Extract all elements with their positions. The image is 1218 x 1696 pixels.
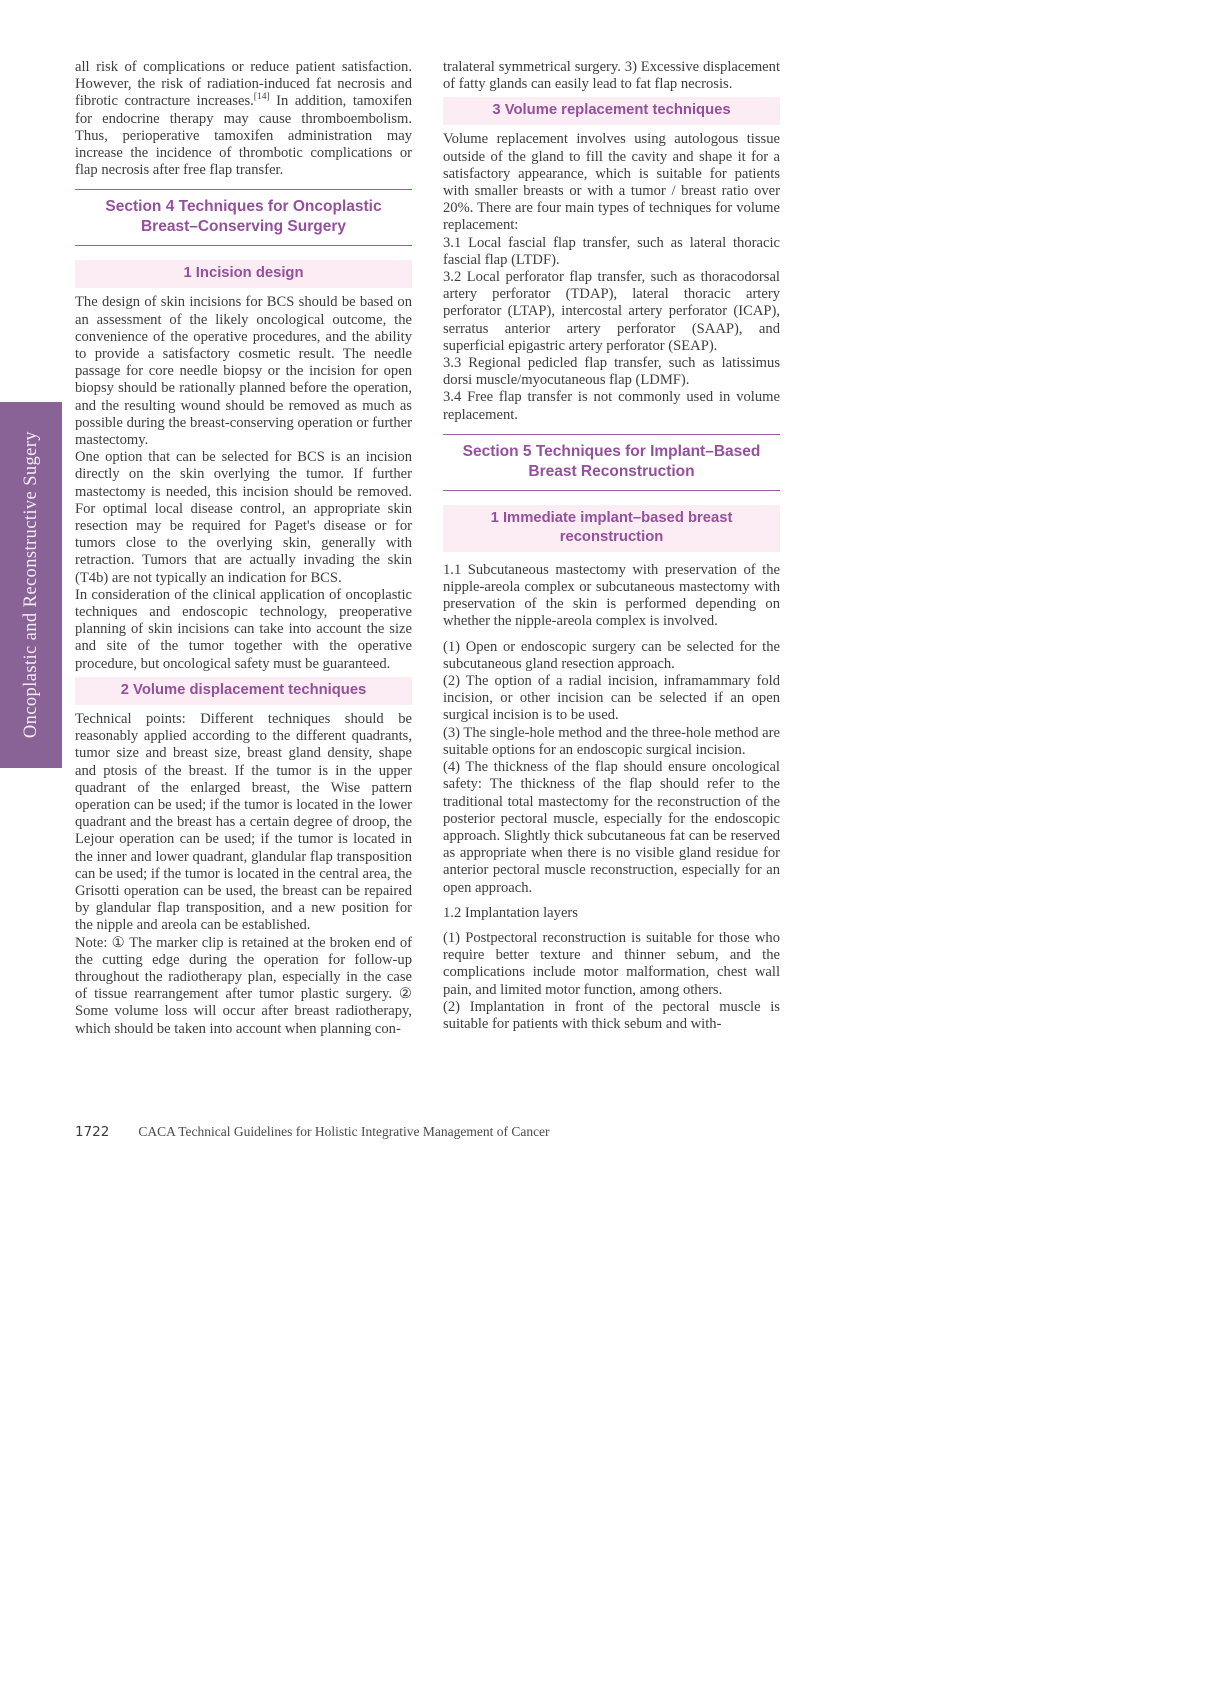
paragraph-note: Note: ① The marker clip is retained at the broken end of the cutting edge during the operation for follow-up throughout the radiotherapy plan, especially in the case of tissue rearrangement after tumor plastic surgery. ② Some volume loss will occur after breast radiotherapy, which should be taken into account when planning con- (75, 934, 412, 1037)
right-column (443, 59, 780, 1033)
list-item-3-2: 3.2 Local perforator flap transfer, such as thoracodorsal artery perforator (TDAP), lateral thoracic artery perforator (LTAP), intercostal artery perforator (ICAP), serratus anterior artery perforator (SAAP), and superficial epigastric artery perforator (SEAP). (443, 269, 780, 354)
subsection-incision-design-label: 1 Incision design (183, 265, 304, 282)
subsection-immediate-implant-line2: reconstruction (559, 528, 664, 545)
paragraph-intro-pre: all risk of complications or reduce patient satisfaction. However, the risk of radiation-induced fat necrosis and fibrotic contracture increases. (75, 59, 412, 110)
running-title: CACA Technical Guidelines for Holistic Integrative Management of Cancer (138, 1124, 550, 1139)
chapter-banner (0, 402, 62, 768)
list-item-3-3: 3.3 Regional pedicled flap transfer, such as latissimus dorsi muscle/myocutaneous flap (LDMF). (443, 355, 780, 389)
list-item-postpectoral: (1) Postpectoral reconstruction is suitable for those who require better texture and thinner sebum, and the complications include motor malformation, chest wall pain, and limited motor function, among others. (443, 929, 780, 998)
paragraph-incision-design: The design of skin incisions for BCS should be based on an assessment of the likely oncological outcome, the convenience of the operative procedures, and the ability to provide a satisfactory cosmetic result. The needle passage for core needle biopsy or the incision for open biopsy should be rationally planned before the operation, and the resulting wound should be removed as much as possible during the breast-conserving operation or further mastectomy. (75, 294, 412, 449)
paragraph-intro (75, 59, 412, 179)
list-item-1: (1) Open or endoscopic surgery can be selected for the subcutaneous gland resection approach. (443, 638, 780, 672)
paragraph-contralateral: tralateral symmetrical surgery. 3) Excessive displacement of fatty glands can easily lead to fat flap necrosis. (443, 59, 780, 93)
subsection-volume-replacement-label: 3 Volume replacement techniques (492, 102, 731, 119)
section-4-heading-line1: Section 4 Techniques for Oncoplastic (105, 198, 382, 216)
section-5-heading-line1: Section 5 Techniques for Implant–Based (462, 442, 761, 460)
list-item-3-4: 3.4 Free flap transfer is not commonly used in volume replacement. (443, 389, 780, 423)
chapter-banner-label: Oncoplastic and Reconstructive Sugery (20, 431, 41, 739)
list-item-2: (2) The option of a radial incision, inframammary fold incision, or other incision can be selected if an open surgical incision is to be used. (443, 673, 780, 724)
page-footer (75, 1124, 550, 1140)
section-4-heading-line2: Breast–Conserving Surgery (140, 218, 347, 236)
subsection-incision-design (75, 260, 412, 288)
paragraph-intro-post: In addition, tamoxifen for endocrine therapy may cause thromboembolism. Thus, perioperative tamoxifen administration may increase the incidence of thrombotic complications or flap necrosis after free flap transfer. (75, 93, 412, 179)
paragraph-technical-points: Technical points: Different techniques should be reasonably applied according to the different quadrants, tumor size and breast size, breast gland density, shape and ptosis of the breast. If the tumor is in the upper quadrant of the enlarged breast, the Wise pattern operation can be used; if the tumor is located in the lower quadrant and the breast has a certain degree of droop, the Lejour operation can be used; if the tumor is located in the inner and lower quadrant, glandular flap transposition can be used; if the tumor is located in the central area, the Grisotti operation can be used, the breast can be repaired by glandular flap transposition, and a new position for the nipple and areola can be established. (75, 710, 412, 934)
subsection-volume-displacement (75, 677, 412, 705)
paragraph-1-2: 1.2 Implantation layers (443, 904, 578, 921)
paragraph-consideration: In consideration of the clinical application of oncoplastic techniques and endoscopic technology, preoperative planning of skin incisions can take into account the size and site of the tumor together with the operative procedure, but oncological safety must be guaranteed. (75, 586, 412, 672)
section-4-heading (75, 189, 412, 246)
subsection-immediate-implant (443, 505, 780, 552)
section-5-heading (443, 434, 780, 491)
list-item-3: (3) The single-hole method and the three-hole method are suitable options for an endoscopic surgical incision. (443, 724, 780, 758)
section-5-heading-line2: Breast Reconstruction (528, 462, 695, 480)
left-column (75, 59, 412, 1038)
paragraph-bcs-option: One option that can be selected for BCS is an incision directly on the skin overlying the tumor. If further mastectomy is needed, this incision should be removed. For optimal local disease control, an appropriate skin resection may be required for Paget's disease or for tumors close to the overlying skin, generally with retraction. Tumors that are actually invading the skin (T4b) are not typically an indication for BCS. (75, 449, 412, 586)
list-item-3-1: 3.1 Local fascial flap transfer, such as lateral thoracic fascial flap (LTDF). (443, 234, 780, 268)
page-number: 1722 (75, 1124, 110, 1140)
list-item-prepectoral: (2) Implantation in front of the pectoral muscle is suitable for patients with thick sebum and with- (443, 998, 780, 1032)
subsection-volume-displacement-label: 2 Volume displacement techniques (120, 681, 367, 698)
list-item-4: (4) The thickness of the flap should ensure oncological safety: The thickness of the flap should refer to the traditional total mastectomy for the reconstruction of the posterior pectoral muscle, especially for the endoscopic approach. Slightly thick subcutaneous fat can be reserved as appropriate when there is no visible gland residue for anterior pectoral muscle reconstruction, especially for an open approach. (443, 759, 780, 896)
subsection-volume-replacement (443, 97, 780, 125)
subsection-immediate-implant-line1: 1 Immediate implant–based breast (490, 509, 733, 526)
paragraph-volume-replacement: Volume replacement involves using autologous tissue outside of the gland to fill the cavity and shape it for a satisfactory appearance, which is suitable for patients with smaller breasts or with a tumor / breast ratio over 20%. There are four main types of techniques for volume replacement: (443, 131, 780, 234)
paragraph-1-1: 1.1 Subcutaneous mastectomy with preservation of the nipple-areola complex or subcutaneous mastectomy with preservation of the skin is performed depending on whether the nipple-areola complex is involved. (443, 561, 780, 630)
reference-superscript: [14] (253, 92, 270, 103)
